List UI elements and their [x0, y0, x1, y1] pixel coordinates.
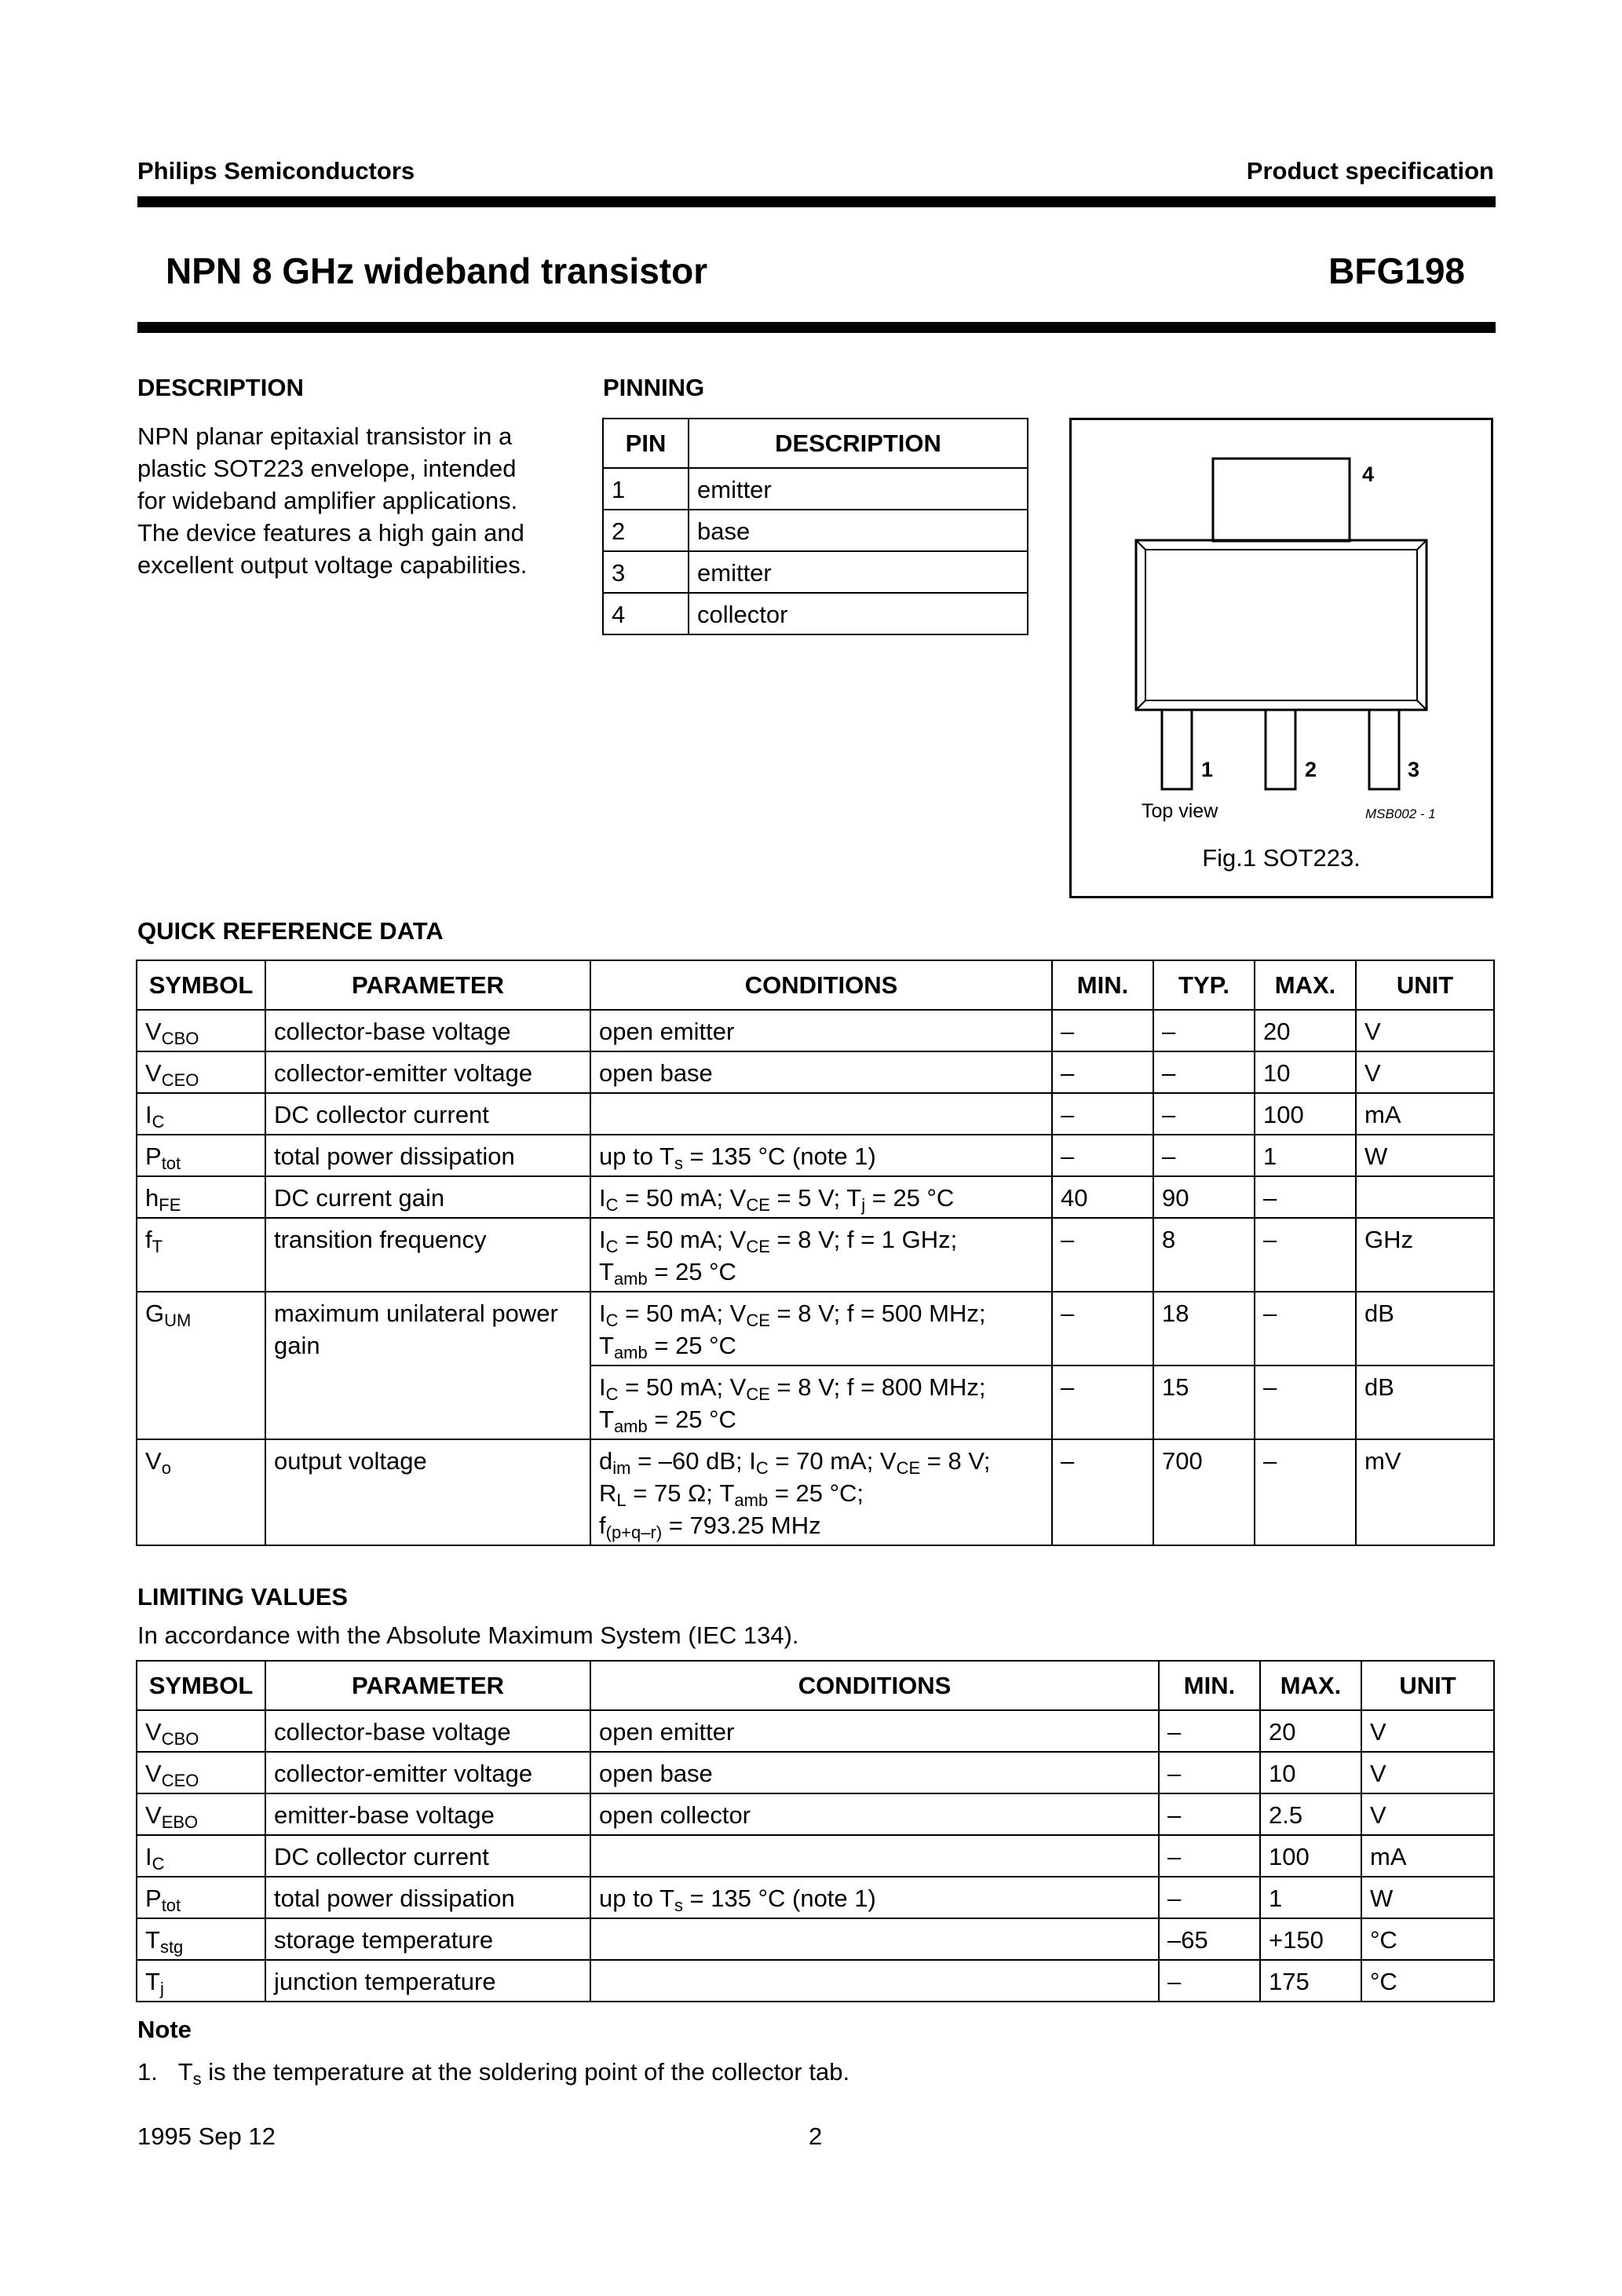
table-row: $V_{EBO}$ emitter-base voltage open collector – 2.5 V — [137, 1793, 1494, 1835]
table-row: $I_C$ DC collector current – 100 mA — [137, 1835, 1494, 1877]
top-rule — [137, 196, 1496, 207]
table-row: $P_{tot}$ total power dissipation up to $T_s = 135$ °C (note 1) – – 1 W — [137, 1135, 1494, 1176]
table-row: 2 base — [603, 510, 1028, 551]
table-row: $T_{stg}$ storage temperature –65 +150 °C — [137, 1918, 1494, 1960]
limiting-heading: LIMITING VALUES — [137, 1583, 349, 1610]
pin-4-label: 4 — [1362, 462, 1375, 486]
table-row: $P_{tot}$ total power dissipation up to $T_s = 135$ °C (note 1) – 1 W — [137, 1877, 1494, 1918]
table-row: $V_{CEO}$ collector-emitter voltage open base – 10 V — [137, 1752, 1494, 1793]
pin-2-label: 2 — [1305, 758, 1317, 781]
figure-caption: Fig.1 SOT223. — [1202, 844, 1361, 872]
part-number: BFG198 — [1328, 250, 1465, 291]
table-row: $G_{UM}$ maximum unilateral power gain $I_C = 50$ mA; $V_{CE} = 8$ V; f = 500 MHz; $T_{amb} = 25$ °C – 18 – dB — [137, 1292, 1494, 1366]
table-row: $V_{CBO}$ collector-base voltage open emitter – 20 V — [137, 1710, 1494, 1752]
package-outline-diagram — [1072, 420, 1491, 896]
limiting-intro: In accordance with the Absolute Maximum System (IEC 134). — [137, 1621, 799, 1649]
figure-code: MSB002 - 1 — [1365, 806, 1436, 821]
pin-1-label: 1 — [1201, 758, 1214, 781]
table-row: 3 emitter — [603, 551, 1028, 593]
qrd-heading: QUICK REFERENCE DATA — [137, 917, 444, 945]
sot223-figure — [1069, 418, 1493, 898]
pinning-heading: PINNING — [603, 374, 705, 401]
company-name: Philips Semiconductors — [137, 157, 415, 185]
page-title: NPN 8 GHz wideband transistor — [166, 250, 708, 291]
pin-3-label: 3 — [1408, 758, 1420, 781]
table-row: 1 emitter — [603, 468, 1028, 510]
description-text: NPN planar epitaxial transistor in a plastic SOT223 envelope, intended for wideband amplifier applications. The device features a high gain and excellent output voltage capabilities. — [137, 422, 528, 579]
page-number: 2 — [809, 2122, 823, 2150]
table-row: $V_o$ output voltage $d_{im} = -60$ dB; $I_C = 70$ mA; $V_{CE} = 8$ V; $R_L = 75$ Ω; $T_{amb} = 25$ °C; $f_{(p+q-r)} = 793.25$ MHz – 700 – mV — [137, 1439, 1494, 1545]
table-row: $V_{CEO}$ collector-emitter voltage open base – – 10 V — [137, 1051, 1494, 1093]
pinning-table: PIN DESCRIPTION 1 emitter 2 base 3 emitter 4 collector — [602, 418, 1028, 635]
footer-date: 1995 Sep 12 — [137, 2122, 276, 2150]
table-row: $h_{FE}$ DC current gain $I_C = 50$ mA; $V_{CE} = 5$ V; $T_j = 25$ °C 40 90 – — [137, 1176, 1494, 1218]
title-rule — [137, 322, 1496, 333]
description-heading: DESCRIPTION — [137, 374, 304, 401]
doc-type: Product specification — [1246, 157, 1494, 185]
table-row: 4 collector — [603, 593, 1028, 634]
top-view-label: Top view — [1142, 800, 1218, 822]
table-row: $V_{CBO}$ collector-base voltage open emitter – – 20 V — [137, 1010, 1494, 1051]
quick-reference-table: SYMBOL PARAMETER CONDITIONS MIN. TYP. MAX. UNIT $V_{CBO}$ collector-base voltage open emitter – – 20 V $V_{CEO}$ collector-emitter voltage open base – – 10 V $I_C$ DC collector current – – 100 mA $P_{tot}$ total power dissipation up to $T_s = 135$ °C (note 1) – – 1 W $h_{FE}$ DC current gain $I_C = 50$ mA; $V_{CE} = 5$ V; $T_j = 25$ °C 40 90 – $f_T$ transition frequency $I_C = 50$ mA; $V_{CE} = 8$ V; f = 1 GHz; $T_{amb} = 25$ °C – 8 – GHz $G_{UM}$ maximum unilateral power gain $I_C = 50$ mA; $V_{CE} = 8$ V; f = 500 MHz; $T_{amb} = 25$ °C – 18 – dB $I_C = 50$ mA; $V_{CE} = 8$ V; f = 800 MHz; $T_{amb} = 25$ °C – 15 – dB $V_o$ output voltage $d_{im} = -60$ dB; $I_C = 70$ mA; $V_{CE} = 8$ V; $R_L = 75$ Ω; $T_{amb} = 25$ °C; $f_{(p+q-r)} = 793.25$ MHz – 700 – mV — [136, 960, 1495, 1546]
table-row: $I_C$ DC collector current – – 100 mA — [137, 1093, 1494, 1135]
table-row: $f_T$ transition frequency $I_C = 50$ mA; $V_{CE} = 8$ V; f = 1 GHz; $T_{amb} = 25$ °C – 8 – GHz — [137, 1218, 1494, 1292]
table-row: $I_C = 50$ mA; $V_{CE} = 8$ V; f = 800 MHz; $T_{amb} = 25$ °C – 15 – dB — [137, 1366, 1494, 1439]
note-text: 1. $T_s$ is the temperature at the soldering point of the collector tab. — [137, 2058, 850, 2089]
note-heading: Note — [137, 2016, 192, 2043]
table-row: $T_j$ junction temperature – 175 °C — [137, 1960, 1494, 2002]
limiting-values-table: SYMBOL PARAMETER CONDITIONS MIN. MAX. UNIT $V_{CBO}$ collector-base voltage open emitter – 20 V $V_{CEO}$ collector-emitter voltage open base – 10 V $V_{EBO}$ emitter-base voltage open collector – 2.5 V $I_C$ DC collector current – 100 mA $P_{tot}$ total power dissipation up to $T_s = 135$ °C (note 1) – 1 W $T_{stg}$ storage temperature –65 +150 °C $T_j$ junction temperature – 175 °C — [136, 1660, 1495, 2002]
